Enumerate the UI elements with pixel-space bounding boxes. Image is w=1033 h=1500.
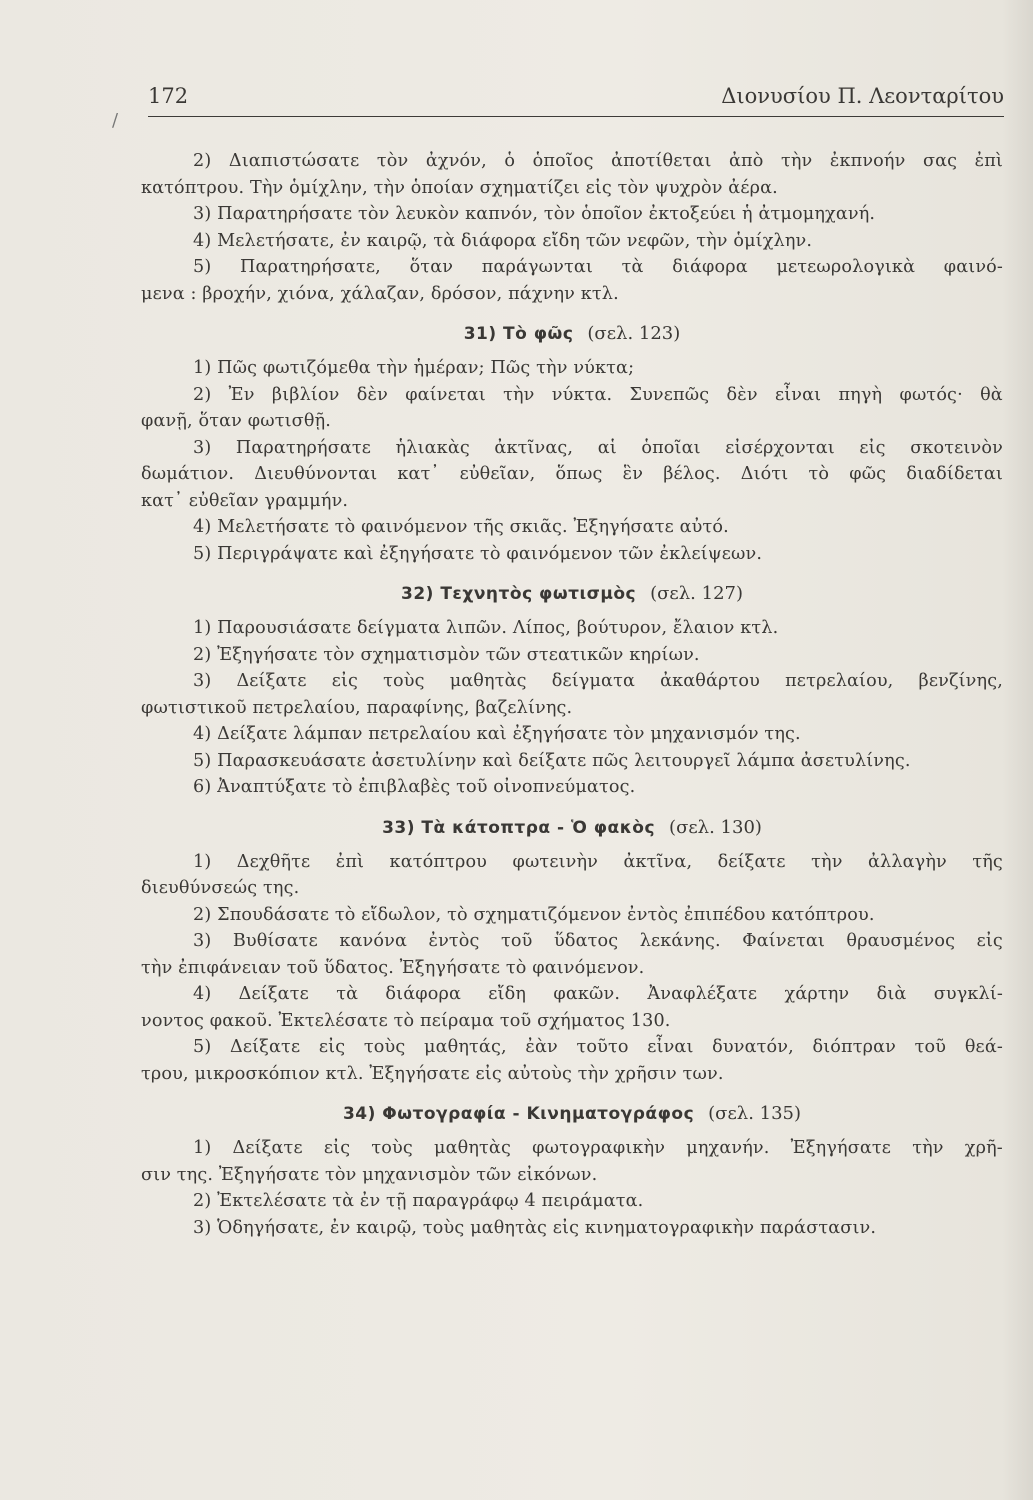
word: ἓν <box>622 464 644 484</box>
word: 2) <box>193 384 212 405</box>
word: κατ᾽ <box>397 464 440 484</box>
exercise-line: 3) Ὁδηγήσατε, ἐν καιρῷ, τοὺς μαθητὰς εἰς κινηματογραφικὴν παράστασιν. <box>193 1217 877 1238</box>
word: φακῶν. <box>553 984 621 1004</box>
word: κατόπτρου <box>389 851 488 872</box>
word: τὰ <box>336 984 359 1004</box>
text-line: μενα : βροχήν, χιόνα, χάλαζαν, δρόσον, πάχνην κτλ. <box>141 283 619 304</box>
word: ἀκτῖνας, <box>494 437 574 458</box>
exercise-line: 3) Παρατηρήσατε τὸν λευκὸν καπνόν, τὸν ὁποῖον ἐκτοξεύει ἡ ἀτμομηχανή. <box>193 204 876 224</box>
word: μαθητάς, <box>424 1037 507 1057</box>
exercise-line: 4) Δείξατε λάμπαν πετρελαίου καὶ ἐξηγήσατε τὸν μηχανισμόν της. <box>193 724 801 744</box>
word: ὁποῖος <box>532 151 594 171</box>
word: τῆς <box>972 851 1003 872</box>
word: τοῦ <box>914 1037 947 1057</box>
word: 3) <box>193 671 212 691</box>
section-title: 34) Φωτογραφία - Κινηματογράφος <box>342 1104 695 1124</box>
word: τὴν <box>780 151 813 171</box>
word: δὲν <box>356 384 388 405</box>
word: ἡλιακὰς <box>395 437 470 458</box>
word: 5) <box>193 257 212 277</box>
word: Διότι <box>740 464 789 484</box>
word: φωτός· <box>899 384 963 405</box>
word: ἀλλαγὴν <box>868 851 947 872</box>
word: συγκλί- <box>933 984 1003 1004</box>
word: 1) <box>193 851 212 872</box>
word: ἀχνόν, <box>425 151 487 171</box>
word: φωτεινὴν <box>512 851 599 872</box>
word: δὲν <box>726 384 758 405</box>
text-line <box>141 461 1003 488</box>
word: εἰς <box>976 931 1003 951</box>
word: Συνεπῶς <box>629 384 710 405</box>
word: αἱ <box>597 437 617 458</box>
word: ὁ <box>504 151 516 171</box>
text-line: διευθύνσεώς της. <box>141 878 300 898</box>
word: Βυθίσατε <box>232 931 318 951</box>
word: δυνατόν, <box>712 1037 794 1057</box>
word: ἐκπνοήν <box>829 151 906 171</box>
word: τοὺς <box>383 671 425 691</box>
exercise-line <box>141 382 1003 409</box>
word: Δείξατε <box>238 984 309 1004</box>
word: ἀκαθάρτου <box>660 671 761 691</box>
word: τοὺς <box>363 1037 406 1057</box>
word: μαθητὰς <box>434 1138 511 1158</box>
word: θὰ <box>980 384 1003 405</box>
word: διάφορα <box>672 257 748 277</box>
exercise-line: 1) Πῶς φωτιζόμεθα τὴν ἡμέραν; Πῶς τὴν νύκτα; <box>193 358 635 378</box>
word: σκοτεινὸν <box>910 437 1003 458</box>
word: φαινό- <box>943 257 1003 277</box>
section-heading <box>141 567 1003 615</box>
word: Παρατηρήσατε, <box>240 257 381 277</box>
word: δείγματα <box>551 671 635 691</box>
page-content <box>141 148 1003 1241</box>
section-heading <box>141 1087 1003 1135</box>
word: τὰ <box>621 257 644 277</box>
text-line: φανῇ, ὅταν φωτισθῇ. <box>141 411 331 431</box>
word: ὁποῖαι <box>641 437 701 458</box>
word: Παρατηρήσατε <box>235 437 372 458</box>
exercise-line: 1) Παρουσιάσατε δείγματα λιπῶν. Λίπος, βούτυρον, ἔλαιον κτλ. <box>193 618 779 638</box>
word: Δείξατε <box>230 1037 301 1057</box>
word: ὕδατος <box>553 931 619 951</box>
word: 2) <box>193 151 212 171</box>
exercise-line <box>141 148 1003 175</box>
exercise-line <box>141 1034 1003 1061</box>
word: χάρτην <box>784 984 850 1004</box>
word: τοὺς <box>371 1138 413 1158</box>
word: Διαπιστώσατε <box>228 151 360 171</box>
word: διάφορα <box>385 984 461 1004</box>
word: τοῦ <box>501 931 533 951</box>
word: ὅπως <box>555 464 603 484</box>
exercise-line: 5) Περιγράψατε καὶ ἐξηγήσατε τὸ φαινόμενον τῶν ἐκλείψεων. <box>193 543 763 564</box>
word: ἀκτῖνα, <box>623 851 693 872</box>
word: 1) <box>193 1138 212 1158</box>
word: διόπτραν <box>812 1037 897 1057</box>
word: σας <box>922 151 958 171</box>
word: ἐπὶ <box>974 151 1003 171</box>
section-page-ref: (σελ. 123) <box>587 323 681 344</box>
word: Φαίνεται <box>742 931 825 951</box>
word: εἰς <box>318 1037 346 1057</box>
word: εἰσέρχονται <box>725 437 835 458</box>
section-heading <box>141 307 1003 355</box>
word: παράγωνται <box>481 257 593 277</box>
word: εἰς <box>323 1138 351 1158</box>
word: εἰς <box>331 671 359 691</box>
word: τὸ <box>808 464 830 484</box>
word: δωμάτιον. <box>141 464 235 484</box>
word: Ἐξηγήσατε <box>790 1138 892 1158</box>
page-header <box>148 84 1004 117</box>
word: ἀποτίθεται <box>611 151 712 171</box>
text-line: τρου, μικροσκόπιον κτλ. Ἐξηγήσατε εἰς αὐτοὺς τὴν χρῆσιν των. <box>141 1063 724 1084</box>
text-line: σιν της. Ἐξηγήσατε τὸν μηχανισμὸν τῶν εἰκόνων. <box>141 1164 598 1185</box>
word: χρῆ- <box>964 1138 1003 1158</box>
word: εἴδη <box>488 984 527 1004</box>
section-title: 31) Τὸ φῶς <box>463 324 574 344</box>
exercise-line: 6) Ἀναπτύξατε τὸ ἐπιβλαβὲς τοῦ οἰνοπνεύματος. <box>193 777 636 797</box>
text-line: κατόπτρου. Τὴν ὁμίχλην, τὴν ὁποίαν σχηματίζει εἰς τὸν ψυχρὸν ἀέρα. <box>141 177 778 198</box>
word: τὸν <box>376 151 409 171</box>
word: εἶναι <box>774 384 822 405</box>
exercise-line: 2) Ἐκτελέσατε τὰ ἐν τῇ παραγράφῳ 4 πειράματα. <box>193 1191 644 1211</box>
word: τοῦτο <box>576 1037 629 1057</box>
word: 4) <box>193 984 212 1004</box>
section-title: 32) Τεχνητὸς φωτισμὸς <box>400 584 637 604</box>
word: φαίνεται <box>405 384 486 405</box>
exercise-line: 4) Μελετήσατε, ἐν καιρῷ, τὰ διάφορα εἴδη τῶν νεφῶν, τὴν ὁμίχλην. <box>193 230 813 251</box>
word: φῶς <box>849 464 887 484</box>
word: διὰ <box>876 984 907 1004</box>
text-line: φωτιστικοῦ πετρελαίου, παραφίνης, βαζελίνης. <box>141 697 573 718</box>
word: μαθητὰς <box>449 671 527 691</box>
word: βιβλίον <box>271 384 340 405</box>
word: βενζίνης, <box>918 671 1003 691</box>
exercise-line <box>141 928 1003 955</box>
word: Διευθύνονται <box>254 464 378 484</box>
margin-mark: / <box>112 110 119 131</box>
word: νύκτα. <box>551 384 613 405</box>
word: εἶναι <box>647 1037 694 1057</box>
word: φωτογραφικὴν <box>532 1138 666 1158</box>
exercise-line <box>141 849 1003 876</box>
word: τὴν <box>912 1138 944 1158</box>
section-page-ref: (σελ. 130) <box>669 816 762 838</box>
section-heading <box>141 801 1003 849</box>
word: μηχανήν. <box>686 1138 770 1158</box>
word: ὅταν <box>409 257 454 277</box>
section-page-ref: (σελ. 127) <box>650 583 743 604</box>
word: Δείξατε <box>232 1138 303 1158</box>
word: λεκάνης. <box>639 931 721 951</box>
word: ἀπὸ <box>728 151 764 171</box>
exercise-line <box>141 668 1003 695</box>
section-title: 33) Τὰ κάτοπτρα - Ὁ φακὸς <box>382 817 656 838</box>
exercise-line <box>141 981 1003 1008</box>
exercise-line: 4) Μελετήσατε τὸ φαινόμενον τῆς σκιᾶς. Ἐξηγήσατε αὐτό. <box>193 517 729 537</box>
word: κανόνα <box>339 931 408 951</box>
word: Ἐν <box>228 384 255 405</box>
word: ἐντὸς <box>428 931 480 951</box>
word: πηγὴ <box>838 384 883 405</box>
word: τὴν <box>811 851 843 872</box>
word: βέλος. <box>663 464 721 484</box>
word: διαδίδεται <box>906 464 1003 484</box>
text-line: κατ᾽ εὐθεῖαν γραμμήν. <box>141 490 349 511</box>
exercise-line: 2) Ἐξηγήσατε τὸν σχηματισμὸν τῶν στεατικῶν κηρίων. <box>193 644 700 665</box>
exercise-line <box>141 1135 1003 1162</box>
section-page-ref: (σελ. 135) <box>708 1103 802 1124</box>
word: 3) <box>193 931 212 951</box>
word: μετεωρολογικὰ <box>776 257 916 277</box>
text-line: τὴν ἐπιφάνειαν τοῦ ὕδατος. Ἐξηγήσατε τὸ φαινόμενον. <box>141 957 645 978</box>
word: θεά- <box>964 1037 1003 1057</box>
word: εὐθεῖαν, <box>459 464 536 484</box>
word: θραυσμένος <box>846 931 956 951</box>
word: πετρελαίου, <box>785 671 894 691</box>
word: τὴν <box>503 384 535 405</box>
page-number: 172 <box>148 84 189 108</box>
word: δείξατε <box>717 851 786 872</box>
running-title: Διονυσίου Π. Λεονταρίτου <box>721 84 1004 108</box>
exercise-line <box>141 435 1003 462</box>
word: 5) <box>193 1037 212 1057</box>
exercise-line: 2) Σπουδάσατε τὸ εἴδωλον, τὸ σχηματιζόμενον ἐντὸς ἐπιπέδου κατόπτρου. <box>193 904 875 925</box>
word: Δείξατε <box>236 671 307 691</box>
word: εἰς <box>859 437 886 458</box>
word: ἐπὶ <box>335 851 365 872</box>
word: Δεχθῆτε <box>236 851 311 872</box>
exercise-line <box>141 254 1003 281</box>
word: ἐὰν <box>525 1037 558 1057</box>
word: Ἀναφλέξατε <box>647 984 758 1004</box>
text-line: νοντος φακοῦ. Ἐκτελέσατε τὸ πείραμα τοῦ σχήματος 130. <box>141 1010 671 1031</box>
word: 3) <box>193 437 212 458</box>
exercise-line: 5) Παρασκευάσατε ἀσετυλίνην καὶ δείξατε πῶς λειτουργεῖ λάμπα ἀσετυλίνης. <box>193 750 911 771</box>
